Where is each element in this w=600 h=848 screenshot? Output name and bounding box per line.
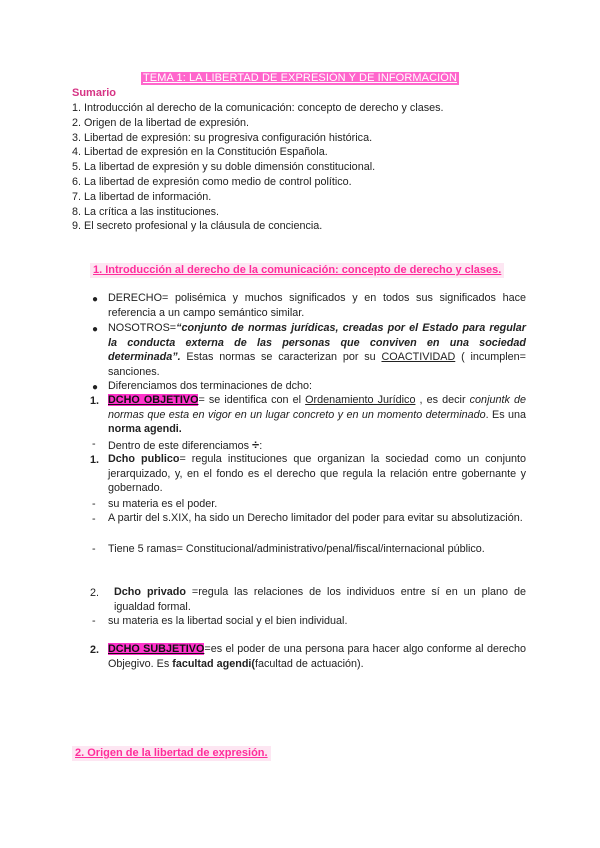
dcho-publico-text: = regula instituciones que organizan la sociedad como un conjunto jerarquizado, y, en el fondo es el derecho que regula la relación entre gobernante y gobernado. (108, 453, 526, 494)
sumario-label: Sumario (72, 87, 117, 99)
dash-siglo-xix: A partir del s.XIX, ha sido un Derecho limitador del poder para evitar su absolutización. (108, 512, 523, 524)
bullet-nosotros (108, 321, 526, 379)
toc-item: 5. La libertad de expresión y su doble dimensión constitucional. (72, 161, 376, 174)
toc-item: 2. Origen de la libertad de expresión. (72, 116, 250, 129)
dcho-publico-paragraph (108, 452, 526, 496)
facultad-agendi: facultad agendi( (172, 657, 256, 670)
dash-marker: - (92, 543, 96, 555)
dash-materia-poder: su materia es el poder. (108, 498, 218, 510)
bullet-terminaciones: Diferenciamos dos terminaciones de dcho: (108, 380, 313, 392)
bullet-nosotros-text-a: Estas normas se caracterizan por su (180, 351, 382, 363)
dash-diferenciamos: Dentro de este diferenciamos ÷: (108, 437, 263, 452)
bullet-nosotros-quote: “conjunto de normas jurídicas, creadas por el Estado para regular la conducta externa de las personas que conviven en una sociedad determinada”. (108, 322, 526, 363)
dcho-objetivo-paragraph (108, 393, 526, 437)
dash-materia-libertad: su materia es la libertad social y el bien individual. (108, 615, 348, 627)
dcho-privado-text: =regula las relaciones de los individuos entre sí en un plano de igualdad formal. (114, 586, 526, 613)
toc-item: 9. El secreto profesional y la cláusula de conciencia. (72, 220, 323, 233)
dcho-objetivo-text-c: . Es una (485, 408, 526, 421)
coactividad-term: COACTIVIDAD (381, 351, 456, 363)
dcho-privado-label: Dcho privado (114, 586, 186, 598)
section-1-heading: 1. Introducción al derecho de la comunicación: concepto de derecho y clases. (90, 263, 504, 278)
table-of-contents (72, 101, 444, 234)
bullet-nosotros-text-b: ( incumplen= sanciones. (108, 351, 526, 378)
dcho-objetivo-italic: conjuntk de normas que esta en vigor en un lugar concreto y en un momento determinado (108, 394, 526, 421)
bullet-icon: ● (92, 382, 99, 393)
document-title: TEMA 1: LA LIBERTAD DE EXPRESIÓN Y DE INFORMACIÓN (142, 72, 457, 84)
dcho-objetivo-text-a: = se identifica con el (198, 394, 306, 406)
toc-item: 7. La libertad de información. (72, 190, 212, 203)
toc-item: 4. Libertad de expresión en la Constitución Española. (72, 146, 328, 159)
bullet-derecho (108, 291, 526, 320)
dash-marker: - (92, 498, 96, 510)
dcho-subjetivo-label: DCHO SUBJETIVO (108, 643, 205, 655)
item-number: 1. (90, 454, 100, 466)
toc-item: 6. La libertad de expresión como medio de control político. (72, 175, 352, 188)
toc-item: 3. Libertad de expresión: su progresiva configuración histórica. (72, 131, 373, 144)
item-number: 1. (90, 395, 100, 407)
dcho-objetivo-label: DCHO OBJETIVO (108, 394, 199, 406)
dash-diferenciamos-text: Dentro de este diferenciamos (108, 440, 253, 452)
bullet-icon: ● (92, 324, 99, 335)
bullet-nosotros-term: NOSOTROS= (108, 322, 177, 334)
norma-agendi: norma agendi. (108, 423, 182, 435)
dash-cinco-ramas: Tiene 5 ramas= Constitucional/administrativo/penal/fiscal/internacional público. (108, 543, 485, 555)
divide-icon: ÷ (252, 437, 260, 452)
item-number: 2. (90, 644, 100, 656)
dcho-subjetivo-paragraph (108, 642, 526, 671)
bullet-derecho-text: polisémica y muchos significados y en todos sus significados hace referencia a un campo semántico similar. (108, 292, 527, 319)
dcho-subjetivo-text-b: facultad de actuación). (255, 657, 364, 670)
ordenamiento-juridico: Ordenamiento Jurídico (305, 394, 416, 406)
dcho-subjetivo-text-a: =es el poder de una persona para hacer algo conforme al derecho Objegivo. Es (108, 643, 526, 670)
section-2-heading: 2. Origen de la libertad de expresión. (72, 746, 271, 761)
toc-item: 8. La crítica a las instituciones. (72, 205, 220, 218)
bullet-derecho-term: DERECHO= (108, 292, 175, 304)
dash-marker: - (92, 615, 96, 627)
item-number: 2. (90, 587, 100, 599)
title-wrap (0, 72, 600, 85)
bullet-icon: ● (92, 294, 99, 305)
dcho-objetivo-text-b: , es decir (415, 394, 470, 406)
dash-marker: - (92, 513, 96, 525)
dash-marker: - (92, 438, 96, 450)
toc-item: 1. Introducción al derecho de la comunicación: concepto de derecho y clases. (72, 102, 444, 114)
dcho-privado-paragraph (114, 585, 526, 614)
dcho-publico-label: Dcho publico (108, 453, 180, 465)
